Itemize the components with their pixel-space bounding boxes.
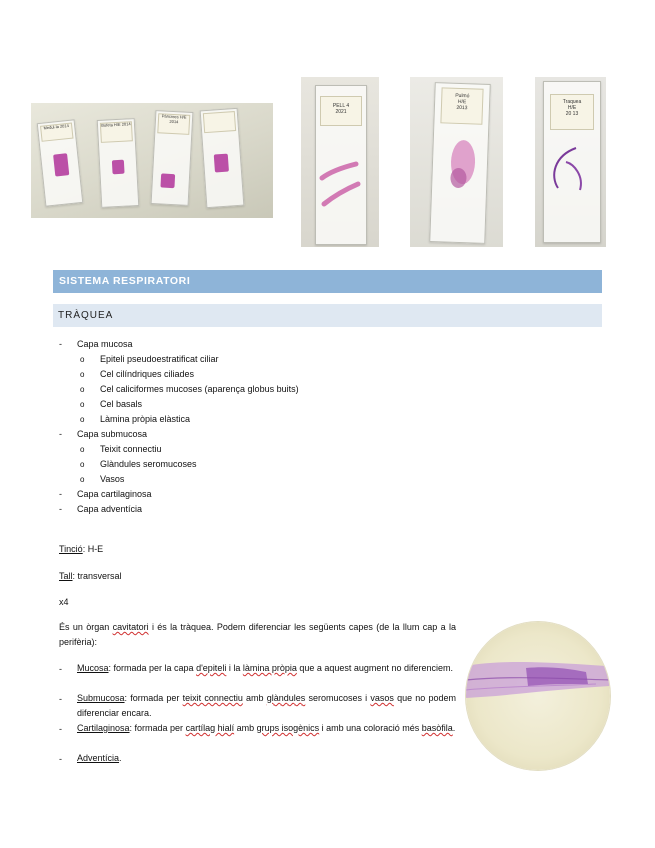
stain-value: : H-E <box>82 544 104 554</box>
text-run: amb <box>242 693 267 703</box>
layer-label: Capa cartilaginosa <box>77 489 152 499</box>
photo-slide-pulmo <box>410 77 503 247</box>
section-title: SISTEMA RESPIRATORI <box>59 275 191 287</box>
text-run: amb <box>234 723 257 733</box>
dash-bullet: - <box>59 694 62 704</box>
circle-bullet: o <box>80 460 85 469</box>
desc-term: Submucosa <box>77 693 125 703</box>
layer-item: Cel basals <box>100 399 143 409</box>
text-run: . <box>452 723 456 733</box>
lung-tissue-section <box>431 133 488 225</box>
layer-item: Vasos <box>100 474 125 484</box>
stain-line <box>59 544 103 555</box>
cut-line <box>59 571 122 582</box>
tissue-stain <box>112 160 125 175</box>
layer-label: Capa adventícia <box>77 504 143 514</box>
slide-label-line: 2021 <box>335 109 347 115</box>
subsection-header <box>53 304 602 327</box>
circle-bullet: o <box>80 385 85 394</box>
cut-value: : transversal <box>72 571 122 581</box>
desc-submucosa <box>77 691 456 721</box>
text-run: : formada per <box>129 723 186 733</box>
layer-label: Capa submucosa <box>77 429 148 439</box>
dash-bullet: - <box>59 489 62 499</box>
subsection-title: TRÀQUEA <box>58 310 114 321</box>
slide-pell <box>315 85 367 245</box>
slide-label-line: Pulmó <box>455 92 470 100</box>
tissue-stain <box>214 154 229 173</box>
slide-label: Medul·la 2014 <box>40 123 73 142</box>
text-run: i amb una coloració més <box>319 723 422 733</box>
trachea-tissue-section <box>544 142 600 212</box>
layer-item: Teixit connectiu <box>100 444 162 454</box>
section-header <box>53 270 602 293</box>
slide-label: Pàncrees H/E 2014 <box>157 113 190 135</box>
slide-traquea <box>543 81 601 243</box>
slide-pancrees <box>151 110 194 206</box>
tissue-stain <box>160 173 175 188</box>
desc-term: Mucosa <box>77 663 109 673</box>
cut-label: Tall <box>59 571 73 581</box>
slide-label <box>203 111 236 133</box>
circle-bullet: o <box>80 445 85 454</box>
text-run: i la <box>226 663 243 673</box>
circle-bullet: o <box>80 415 85 424</box>
stain-label: Tinció <box>59 544 83 554</box>
slide-fourth <box>200 108 245 208</box>
desc-mucosa <box>77 661 456 676</box>
skin-tissue-section <box>316 156 366 236</box>
text-run: teixit connectiu <box>182 693 243 703</box>
slide-medulla <box>37 119 84 207</box>
text-run: que no podem diferenciar encara. <box>77 693 456 718</box>
photo-slide-pell <box>301 77 379 247</box>
text-run: que a aquest augment no diferenciem. <box>296 663 453 673</box>
circle-bullet: o <box>80 370 85 379</box>
text-run: làmina pròpia <box>242 663 297 673</box>
text-run: És un òrgan <box>59 622 113 632</box>
text-run: glàndules <box>266 693 306 703</box>
slide-pulmo <box>429 82 491 244</box>
photo-slide-traquea <box>535 77 606 247</box>
micrograph-trachea <box>466 622 610 770</box>
text-run: vasos <box>370 693 394 703</box>
text-run: d'epiteli <box>196 663 227 673</box>
tissue-stain <box>53 153 69 176</box>
layer-label: Capa mucosa <box>77 339 133 349</box>
text-run: cavitatori <box>112 622 149 632</box>
photo-slides-group <box>31 103 273 218</box>
desc-term: Cartilaginosa <box>77 723 130 733</box>
magnification: x4 <box>59 597 69 607</box>
desc-term: Adventícia <box>77 753 120 763</box>
slide-label-line: PELL 4 <box>332 103 350 109</box>
dash-bullet: - <box>59 339 62 349</box>
text-run: basòfila <box>421 723 453 733</box>
circle-bullet: o <box>80 355 85 364</box>
slide-label-line: 20 13 <box>565 111 579 117</box>
slide-label: Bufeta H/E 2014 <box>100 121 133 143</box>
text-run: . <box>119 753 122 763</box>
layer-item: Glàndules seromucoses <box>100 459 197 469</box>
layer-item: Làmina pròpia elàstica <box>100 414 191 424</box>
dash-bullet: - <box>59 754 62 764</box>
slide-label <box>320 96 362 126</box>
slide-bufeta <box>97 118 140 208</box>
text-run: : formada per <box>124 693 183 703</box>
layer-item: Cel cilíndriques ciliades <box>100 369 195 379</box>
slide-label <box>440 87 483 124</box>
text-run: seromucoses i <box>305 693 371 703</box>
layer-item: Epiteli pseudoestratificat ciliar <box>100 354 219 364</box>
slide-label <box>550 94 594 130</box>
layer-item: Cel caliciformes mucoses (aparença globus buits) <box>100 384 299 394</box>
text-run: cartílag hialí <box>185 723 235 733</box>
text-run: grups isogènics <box>256 723 320 733</box>
intro-paragraph <box>59 620 456 650</box>
dash-bullet: - <box>59 724 62 734</box>
slide-label-line: H/E <box>457 98 467 106</box>
circle-bullet: o <box>80 400 85 409</box>
slide-label-line: Traquea <box>562 99 582 105</box>
dash-bullet: - <box>59 429 62 439</box>
text-run: i és la tràquea. Podem diferenciar les següents capes (de la llum cap a la perifèria): <box>59 622 456 647</box>
text-run: : formada per la capa <box>108 663 197 673</box>
dash-bullet: - <box>59 504 62 514</box>
slide-label-line: H/E <box>567 105 577 111</box>
circle-bullet: o <box>80 475 85 484</box>
micrograph-tissue <box>466 622 610 770</box>
desc-adventicia <box>77 751 456 766</box>
slide-label-line: 2013 <box>456 104 468 112</box>
desc-cartilaginosa <box>77 721 456 736</box>
dash-bullet: - <box>59 664 62 674</box>
